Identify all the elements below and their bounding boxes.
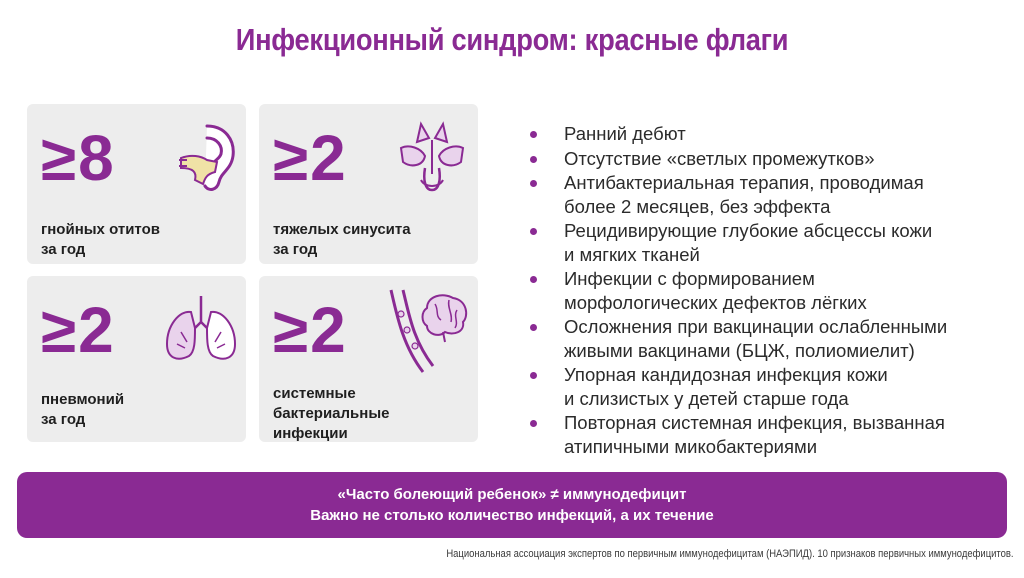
caption-line: инфекции	[273, 425, 348, 442]
list-item-line: Инфекции с формированием	[564, 268, 815, 289]
list-item-line: живыми вакцинами (БЦЖ, полиомиелит)	[564, 339, 915, 361]
list-item	[528, 315, 998, 362]
list-item-line: Ранний дебют	[564, 123, 686, 144]
stat-card-otitis	[27, 104, 246, 264]
stat-card-pneumonia	[27, 276, 246, 442]
list-item-line: Рецидивирующие глубокие абсцессы кожи	[564, 220, 933, 241]
lungs-icon	[161, 292, 241, 368]
list-item	[528, 411, 998, 458]
source-footnote: Национальная ассоциация экспертов по первичным иммунодефицитам (НАЭПИД). 10 признаков первичных иммунодефицитов.	[446, 548, 1014, 560]
caption-line: за год	[41, 411, 86, 428]
banner-line: «Часто болеющий ребенок» ≠ иммунодефицит	[337, 486, 687, 503]
stat-caption	[41, 390, 124, 430]
caption-line: бактериальные	[273, 405, 390, 422]
list-item	[528, 122, 998, 146]
list-item	[528, 219, 998, 266]
stat-number: ≥8	[41, 122, 116, 194]
caption-line: гнойных отитов	[41, 221, 160, 238]
list-item-line: Осложнения при вакцинации ослабленными	[564, 316, 948, 337]
list-item	[528, 147, 998, 171]
stat-number: ≥2	[41, 294, 116, 366]
list-item-line: Повторная системная инфекция, вызванная	[564, 412, 945, 433]
list-item-line: Антибактериальная терапия, проводимая	[564, 172, 924, 193]
stat-card-sinusitis	[259, 104, 478, 264]
caption-line: за год	[41, 241, 86, 258]
list-item-line: Отсутствие «светлых промежутков»	[564, 147, 875, 169]
stat-number: ≥2	[273, 294, 348, 366]
page-title: Инфекционный синдром: красные флаги	[235, 22, 789, 57]
caption-line: пневмоний	[41, 391, 125, 408]
list-item	[528, 171, 998, 218]
banner-line: Важно не столько количество инфекций, а их течение	[310, 507, 714, 524]
brain-vessel-icon	[383, 286, 473, 376]
list-item-line: и слизистых у детей старше года	[564, 387, 849, 409]
stat-caption	[273, 220, 411, 260]
list-item-line: и мягких тканей	[564, 243, 700, 265]
stat-caption	[273, 384, 390, 444]
list-item-line: Упорная кандидозная инфекция кожи	[564, 364, 888, 385]
key-message-banner	[17, 472, 1007, 538]
list-item-line: атипичными микобактериями	[564, 435, 818, 457]
ear-icon	[177, 120, 241, 196]
list-item	[528, 363, 998, 410]
list-item	[528, 267, 998, 314]
sinus-icon	[395, 118, 469, 198]
caption-line: за год	[273, 241, 318, 258]
list-item-line: морфологических дефектов лёгких	[564, 291, 867, 313]
caption-line: системные	[273, 385, 356, 402]
caption-line: тяжелых синусита	[273, 221, 411, 238]
stat-caption	[41, 220, 160, 260]
stat-number: ≥2	[273, 122, 348, 194]
red-flags-list	[528, 122, 998, 459]
list-item-line: более 2 месяцев, без эффекта	[564, 195, 831, 217]
stat-card-systemic	[259, 276, 478, 442]
